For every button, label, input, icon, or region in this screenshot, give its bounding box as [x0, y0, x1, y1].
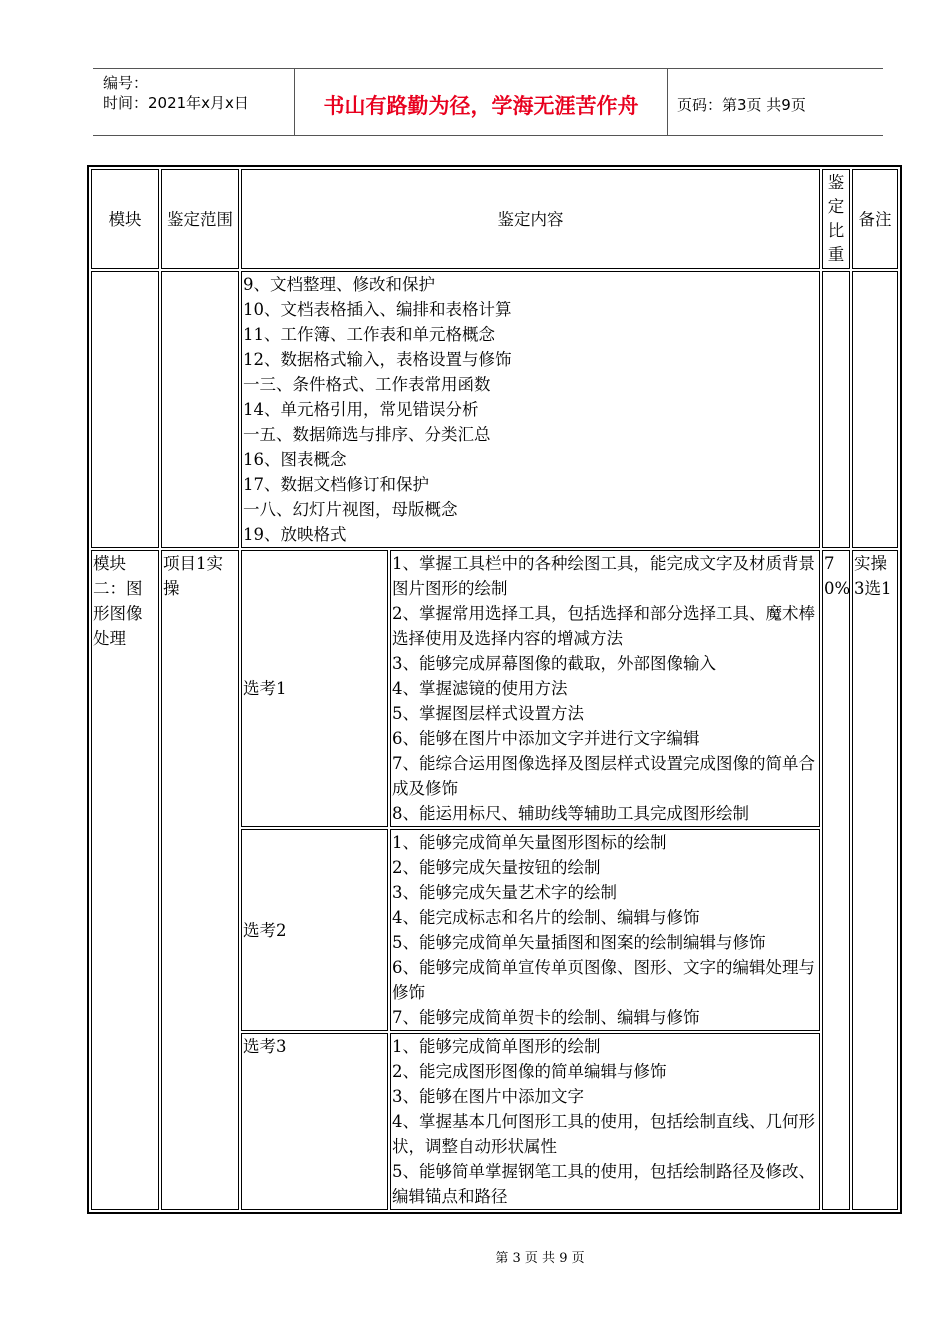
- header-ratio-char: 鉴: [827, 173, 845, 192]
- list-item: 12、数据格式输入，表格设置与修饰: [243, 350, 512, 369]
- list-item: 1、掌握工具栏中的各种绘图工具，能完成文字及材质背景图片图形的绘制: [392, 554, 815, 598]
- module2-scope: 项目1实操: [161, 550, 239, 1210]
- list-item: 3、能够完成屏幕图像的截取，外部图像输入: [392, 654, 716, 673]
- header-bottom-rule: [93, 135, 883, 136]
- header-module: 模块: [91, 169, 159, 269]
- list-item: 一八、幻灯片视图，母版概念: [243, 500, 458, 519]
- option1-content: [390, 550, 820, 827]
- list-item: 9、文档整理、修改和保护: [243, 275, 435, 294]
- option2-label: 选考2: [241, 829, 388, 1031]
- continued-note-cell: [852, 271, 898, 548]
- list-item: 7、能够完成简单贺卡的绘制、编辑与修饰: [392, 1008, 700, 1027]
- list-item: 5、能够完成简单矢量插图和图案的绘制编辑与修饰: [392, 933, 766, 952]
- option2-content: [390, 829, 820, 1031]
- doc-time-label: 时间：2021年x月x日: [103, 94, 249, 112]
- module2-note: 实操3选1: [852, 550, 898, 1210]
- list-item: 3、能够完成矢量艺术字的绘制: [392, 883, 617, 902]
- option1-label: 选考1: [241, 550, 388, 827]
- continued-content-cell: [241, 271, 820, 548]
- doc-number-label: 编号：: [103, 74, 149, 92]
- continued-ratio-cell: [822, 271, 850, 548]
- list-item: 6、能够在图片中添加文字并进行文字编辑: [392, 729, 700, 748]
- list-item: 16、图表概念: [243, 450, 347, 469]
- list-item: 1、能够完成简单矢量图形图标的绘制: [392, 833, 667, 852]
- list-item: 6、能够完成简单宣传单页图像、图形、文字的编辑处理与修饰: [392, 958, 815, 1002]
- assessment-table: [87, 165, 902, 1214]
- header-divider-left: [294, 68, 295, 135]
- header-ratio-char: 定: [827, 197, 845, 216]
- header-top-rule: [93, 68, 883, 69]
- header-content: 鉴定内容: [241, 169, 820, 269]
- header-ratio-char: 比: [827, 221, 845, 240]
- list-item: 4、掌握基本几何图形工具的使用，包括绘制直线、几何形状，调整自动形状属性: [392, 1112, 815, 1156]
- header-divider-right: [667, 68, 668, 135]
- module2-option1-row: [91, 550, 898, 827]
- list-item: 19、放映格式: [243, 525, 347, 544]
- header-motto: 书山有路勤为径，学海无涯苦作舟: [323, 94, 639, 118]
- continued-scope-cell: [161, 271, 239, 548]
- header-scope: 鉴定范围: [161, 169, 239, 269]
- list-item: 3、能够在图片中添加文字: [392, 1087, 584, 1106]
- page-footer: 第 3 页 共 9 页: [495, 1251, 585, 1266]
- list-item: 17、数据文档修订和保护: [243, 475, 429, 494]
- header-ratio-char: 重: [827, 245, 845, 264]
- header-note: 备注: [852, 169, 898, 269]
- list-item: 7、能综合运用图像选择及图层样式设置完成图像的简单合成及修饰: [392, 754, 815, 798]
- module2-ratio: 70%: [822, 550, 850, 1210]
- option3-label: 选考3: [241, 1033, 388, 1210]
- list-item: 11、工作簿、工作表和单元格概念: [243, 325, 495, 344]
- list-item: 1、能够完成简单图形的绘制: [392, 1037, 601, 1056]
- list-item: 2、掌握常用选择工具，包括选择和部分选择工具、魔术棒选择使用及选择内容的增减方法: [392, 604, 815, 648]
- list-item: 10、文档表格插入、编排和表格计算: [243, 300, 512, 319]
- table-header-row: [91, 169, 898, 269]
- list-item: 5、掌握图层样式设置方法: [392, 704, 584, 723]
- list-item: 一三、条件格式、工作表常用函数: [243, 375, 491, 394]
- option3-content: [390, 1033, 820, 1210]
- list-item: 8、能运用标尺、辅助线等辅助工具完成图形绘制: [392, 804, 749, 823]
- module2-name: 模块二：图形图像处理: [91, 550, 159, 1210]
- continued-module-cell: [91, 271, 159, 548]
- list-item: 2、能够完成矢量按钮的绘制: [392, 858, 601, 877]
- list-item: 4、掌握滤镜的使用方法: [392, 679, 568, 698]
- list-item: 14、单元格引用，常见错误分析: [243, 400, 479, 419]
- list-item: 5、能够简单掌握钢笔工具的使用，包括绘制路径及修改、编辑锚点和路径: [392, 1162, 815, 1206]
- header-ratio: [822, 169, 850, 269]
- continued-row: [91, 271, 898, 548]
- list-item: 2、能完成图形图像的简单编辑与修饰: [392, 1062, 667, 1081]
- header-page-label: 页码：第3页 共9页: [677, 96, 806, 114]
- list-item: 4、能完成标志和名片的绘制、编辑与修饰: [392, 908, 700, 927]
- list-item: 一五、数据筛选与排序、分类汇总: [243, 425, 491, 444]
